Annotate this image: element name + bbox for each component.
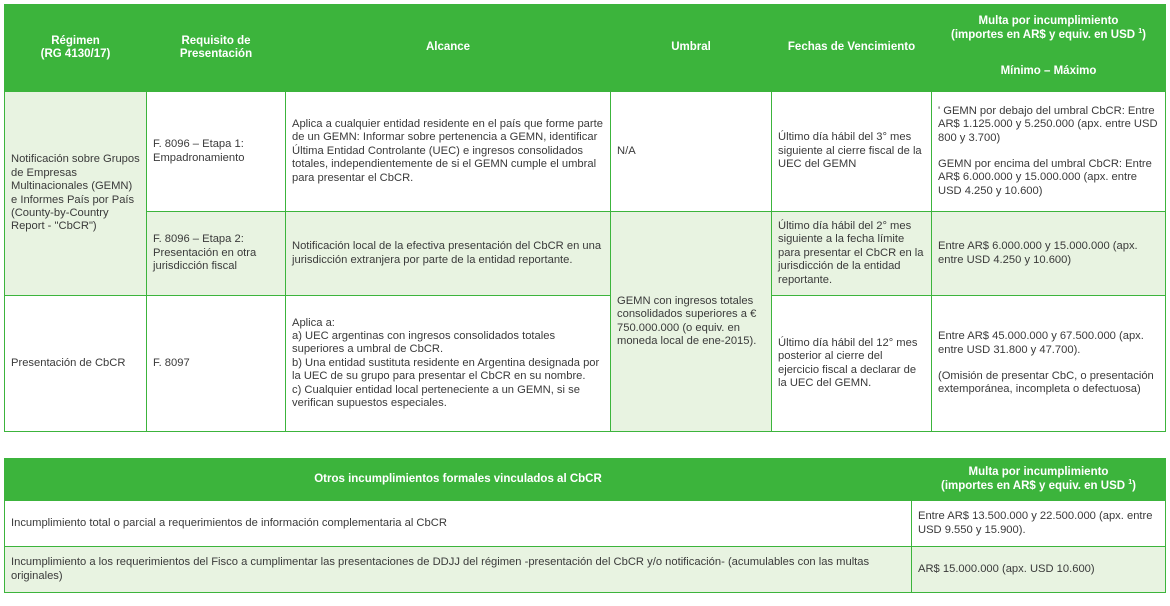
- alcance-line: a) UEC argentinas con ingresos consolidados totales superiores a umbral de CbCR.: [292, 329, 556, 356]
- requisito-etapa2: F. 8096 – Etapa 2: Presentación en otra jurisdicción fiscal: [147, 212, 286, 296]
- header-regimen-label: Régimen: [51, 34, 100, 47]
- header-umbral: Umbral: [611, 5, 772, 92]
- multa-f8097-note: (Omisión de presentar CbC, o presentación extemporánea, incompleta o defectuosa): [938, 370, 1154, 396]
- header-multa-otros-sub: (importes en AR$ y equiv. en USD: [941, 479, 1126, 492]
- footnote-marker: 1: [1138, 27, 1143, 35]
- header-multa-otros: [912, 459, 1166, 501]
- otros-desc: Incumplimiento a los requerimientos del Fisco a cumplimentar las presentaciones de DDJJ del régimen -presentación del CbCR y/o notificación- (acumulables con las multas originales): [5, 547, 912, 593]
- header-fechas: Fechas de Vencimiento: [772, 5, 932, 92]
- alcance-etapa2: Notificación local de la efectiva presentación del CbCR en una jurisdicción extranjera por parte de la entidad reportante.: [286, 212, 611, 296]
- otros-multa: Entre AR$ 13.500.000 y 22.500.000 (apx. entre USD 9.550 y 15.900).: [912, 501, 1166, 547]
- table-row: [5, 501, 1166, 547]
- alcance-line: c) Cualquier entidad local perteneciente a un GEMN, si se verifican supuestos especiales.: [292, 383, 580, 410]
- umbral-etapa1: N/A: [611, 92, 772, 212]
- otros-incumplimientos-table: [4, 458, 1166, 593]
- header-requisito: Requisito de Presentación: [147, 5, 286, 92]
- header-regimen: [5, 5, 147, 92]
- fechas-f8097: Último día hábil del 12° mes posterior al cierre del ejercicio fiscal a declarar de la UEC del GEMN.: [772, 296, 932, 432]
- header-multa-otros-close: ): [1132, 479, 1136, 492]
- multa-f8097: [932, 296, 1166, 432]
- multa-etapa1: [932, 92, 1166, 212]
- table-row: [5, 92, 1166, 212]
- header-alcance: Alcance: [286, 5, 611, 92]
- regimen-notificacion: Notificación sobre Grupos de Empresas Multinacionales (GEMN) e Informes País por País (County-by-Country Report - "CbCR"): [5, 92, 147, 296]
- header-multa: [932, 5, 1166, 53]
- fechas-etapa2: Último día hábil del 2° mes siguiente a la fecha límite para presentar el CbCR en la jurisdicción de la entidad reportante.: [772, 212, 932, 296]
- requisito-etapa1: F. 8096 – Etapa 1: Empadronamiento: [147, 92, 286, 212]
- umbral-shared: GEMN con ingresos totales consolidados superiores a € 750.000.000 (o equiv. en moneda local de ene-2015).: [611, 212, 772, 432]
- multa-etapa1-below: ' GEMN por debajo del umbral CbCR: Entre AR$ 1.125.000 y 5.250.000 (apx. entre USD 800 y 3.700): [938, 104, 1158, 144]
- header-regimen-sub: (RG 4130/17): [40, 48, 111, 60]
- fechas-etapa1: Último día hábil del 3° mes siguiente al cierre fiscal de la UEC del GEMN: [772, 92, 932, 212]
- alcance-f8097: [286, 296, 611, 432]
- regimen-presentacion: Presentación de CbCR: [5, 296, 147, 432]
- header-otros: Otros incumplimientos formales vinculados al CbCR: [5, 459, 912, 501]
- footnote-marker: 1: [1128, 478, 1133, 486]
- otros-desc: Incumplimiento total o parcial a requerimientos de información complementaria al CbCR: [5, 501, 912, 547]
- multa-etapa2: Entre AR$ 6.000.000 y 15.000.000 (apx. entre USD 4.250 y 10.600): [932, 212, 1166, 296]
- header-multa-otros-label: Multa por incumplimiento: [968, 466, 1109, 478]
- otros-multa: AR$ 15.000.000 (apx. USD 10.600): [912, 547, 1166, 593]
- multa-f8097-amount: Entre AR$ 45.000.000 y 67.500.000 (apx. entre USD 31.800 y 47.700).: [938, 330, 1144, 356]
- header-min-max: Mínimo – Máximo: [932, 53, 1166, 92]
- alcance-etapa1: Aplica a cualquier entidad residente en el país que forme parte de un GEMN: Informar sobre pertenencia a GEMN, identificar Última Entidad Controlante (UEC) e ingresos consolidados totales, independientemente de si el GEMN cumple el umbral para presentar el CbCR.: [286, 92, 611, 212]
- table-row: [5, 296, 1166, 432]
- requisito-f8097: F. 8097: [147, 296, 286, 432]
- header-multa-sub: (importes en AR$ y equiv. en USD: [951, 28, 1136, 41]
- cbcr-regime-table: [4, 4, 1166, 432]
- multa-etapa1-above: GEMN por encima del umbral CbCR: Entre AR$ 6.000.000 y 15.000.000 (apx. entre USD 4.250 y 10.600): [938, 158, 1152, 197]
- table-row: [5, 547, 1166, 593]
- alcance-line: b) Una entidad sustituta residente en Argentina designada por la UEC de su grupo para presentar el CbCR en su nombre.: [292, 356, 600, 383]
- alcance-line: Aplica a:: [292, 316, 335, 329]
- table-row: [5, 212, 1166, 296]
- header-multa-label: Multa por incumplimiento: [978, 15, 1119, 27]
- header-multa-close: ): [1142, 28, 1146, 41]
